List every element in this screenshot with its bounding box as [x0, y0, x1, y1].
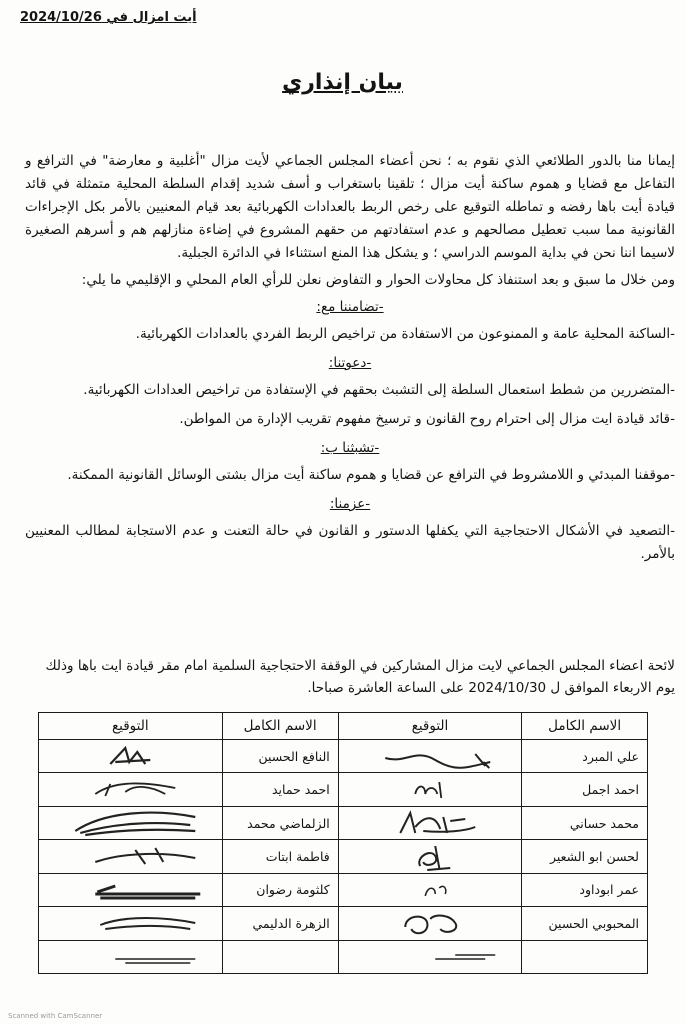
handwritten-signature	[39, 873, 223, 906]
handwritten-signature	[338, 873, 522, 906]
document-title: بيان إنذاري	[282, 70, 403, 95]
paragraph-1: إيمانا منا بالدور الطلائعي الذي نقوم به ؛ نحن أعضاء المجلس الجماعي لأيت مزال "أغلبية و معارضة" في الترافع و التفاعل مع قضايا و هموم ساكنة أيت مزال ؛ تلقينا باستغراب و أسف شديد إقدام السلطة المحلية متمثلة في قائد قيادة أيت باها رفضه و تماطله التوقيع على رخص الربط بالعدادات الكهربائية بعد قيام المعنيين بالأمر بكل الإجراءات القانونية مما سبب تعطيل مصالحهم و عدم استفادتهم من حقهم المشروع في إضاءة منازلهم هم و أسرهم الصغيرة لاسيما اننا نحن في بداية الموسم الدراسي ؛ و يشكل هذا المنع استثناءا في الدائرة الجبلية.	[25, 153, 675, 261]
signature-table	[38, 712, 648, 974]
table-row	[39, 740, 648, 773]
member-name: احمد اجمل	[522, 773, 648, 806]
member-name: احمد حمايد	[222, 773, 338, 806]
handwritten-signature	[39, 840, 223, 873]
signature-table-header	[39, 713, 648, 740]
handwritten-signature	[338, 740, 522, 773]
member-name: علي المبرد	[522, 740, 648, 773]
table-row	[39, 806, 648, 839]
intro-paragraph: ومن خلال ما سبق و بعد استنفاذ كل محاولات الحوار و التفاوض نعلن للرأي العام المحلي و الإقليمي ما يلي:	[81, 272, 675, 288]
member-name: الزهرة الدليمي	[222, 907, 338, 940]
member-name: كلثومة رضوان	[222, 873, 338, 906]
member-name: محمد حساني	[522, 806, 648, 839]
handwritten-signature	[39, 907, 223, 940]
member-name: فاطمة ابتات	[222, 840, 338, 873]
member-name: المحبوبي الحسين	[522, 907, 648, 940]
column-header-full-name: الاسم الكامل	[522, 713, 648, 740]
column-header-full-name: الاسم الكامل	[222, 713, 338, 740]
date-line: أيت امزال في 2024/10/26	[20, 10, 197, 25]
table-row	[39, 940, 648, 973]
member-name	[522, 940, 648, 973]
handwritten-signature	[338, 806, 522, 839]
handwritten-signature	[338, 907, 522, 940]
section-item: -قائد قيادة ايت مزال إلى احترام روح القانون و ترسيخ مفهوم تقريب الإدارة من المواطن.	[179, 411, 675, 427]
section-heading-solidarity: -تضامننا مع:	[316, 299, 384, 315]
member-name: لحسن ابو الشعير	[522, 840, 648, 873]
scan-watermark: Scanned with CamScanner	[8, 1012, 103, 1020]
section-item: -الساكنة المحلية عامة و الممنوعون من الاستفادة من تراخيص الربط الفردي بالعدادات الكهربائية.	[135, 326, 675, 342]
section-heading-call: -دعوتنا:	[328, 355, 372, 371]
member-name: النافع الحسين	[222, 740, 338, 773]
handwritten-signature	[39, 773, 223, 806]
handwritten-signature	[39, 740, 223, 773]
section-item: -موقفنا المبدئي و اللامشروط في الترافع عن قضايا و هموم ساكنة أيت مزال بشتى الوسائل القانونية الممكنة.	[67, 467, 675, 483]
participants-list-title: لائحة اعضاء المجلس الجماعي لايت مزال المشاركين في الوقفة الاحتجاجية السلمية امام مقر قيادة ايت باها وذلك يوم الاربعاء الموافق ل 2024/10/30 على الساعة العاشرة صباحا.	[45, 658, 675, 696]
section-item: -المتضررين من شطط استعمال السلطة إلى التشبث بحقهم في الإستفادة من تراخيص العدادات الكهربائية.	[83, 382, 675, 398]
table-row	[39, 773, 648, 806]
member-name: الزلماضي محمد	[222, 806, 338, 839]
handwritten-signature	[39, 940, 223, 973]
column-header-signature: التوقيع	[338, 713, 522, 740]
document-body	[25, 150, 675, 572]
handwritten-signature	[338, 840, 522, 873]
table-row	[39, 907, 648, 940]
member-name: عمر ابوداود	[522, 873, 648, 906]
column-header-signature: التوقيع	[39, 713, 223, 740]
handwritten-signature	[39, 806, 223, 839]
handwritten-signature	[338, 773, 522, 806]
section-item: -التصعيد في الأشكال الاحتجاجية التي يكفلها الدستور و القانون في حالة التعنت و عدم الاستجابة لمطالب المعنيين بالأمر.	[25, 523, 675, 562]
section-heading-resolve: -عزمنا:	[329, 496, 371, 512]
handwritten-signature	[338, 940, 522, 973]
member-name	[222, 940, 338, 973]
table-row	[39, 873, 648, 906]
table-row	[39, 840, 648, 873]
section-heading-adherence: -تشبثنا ب:	[320, 440, 380, 456]
